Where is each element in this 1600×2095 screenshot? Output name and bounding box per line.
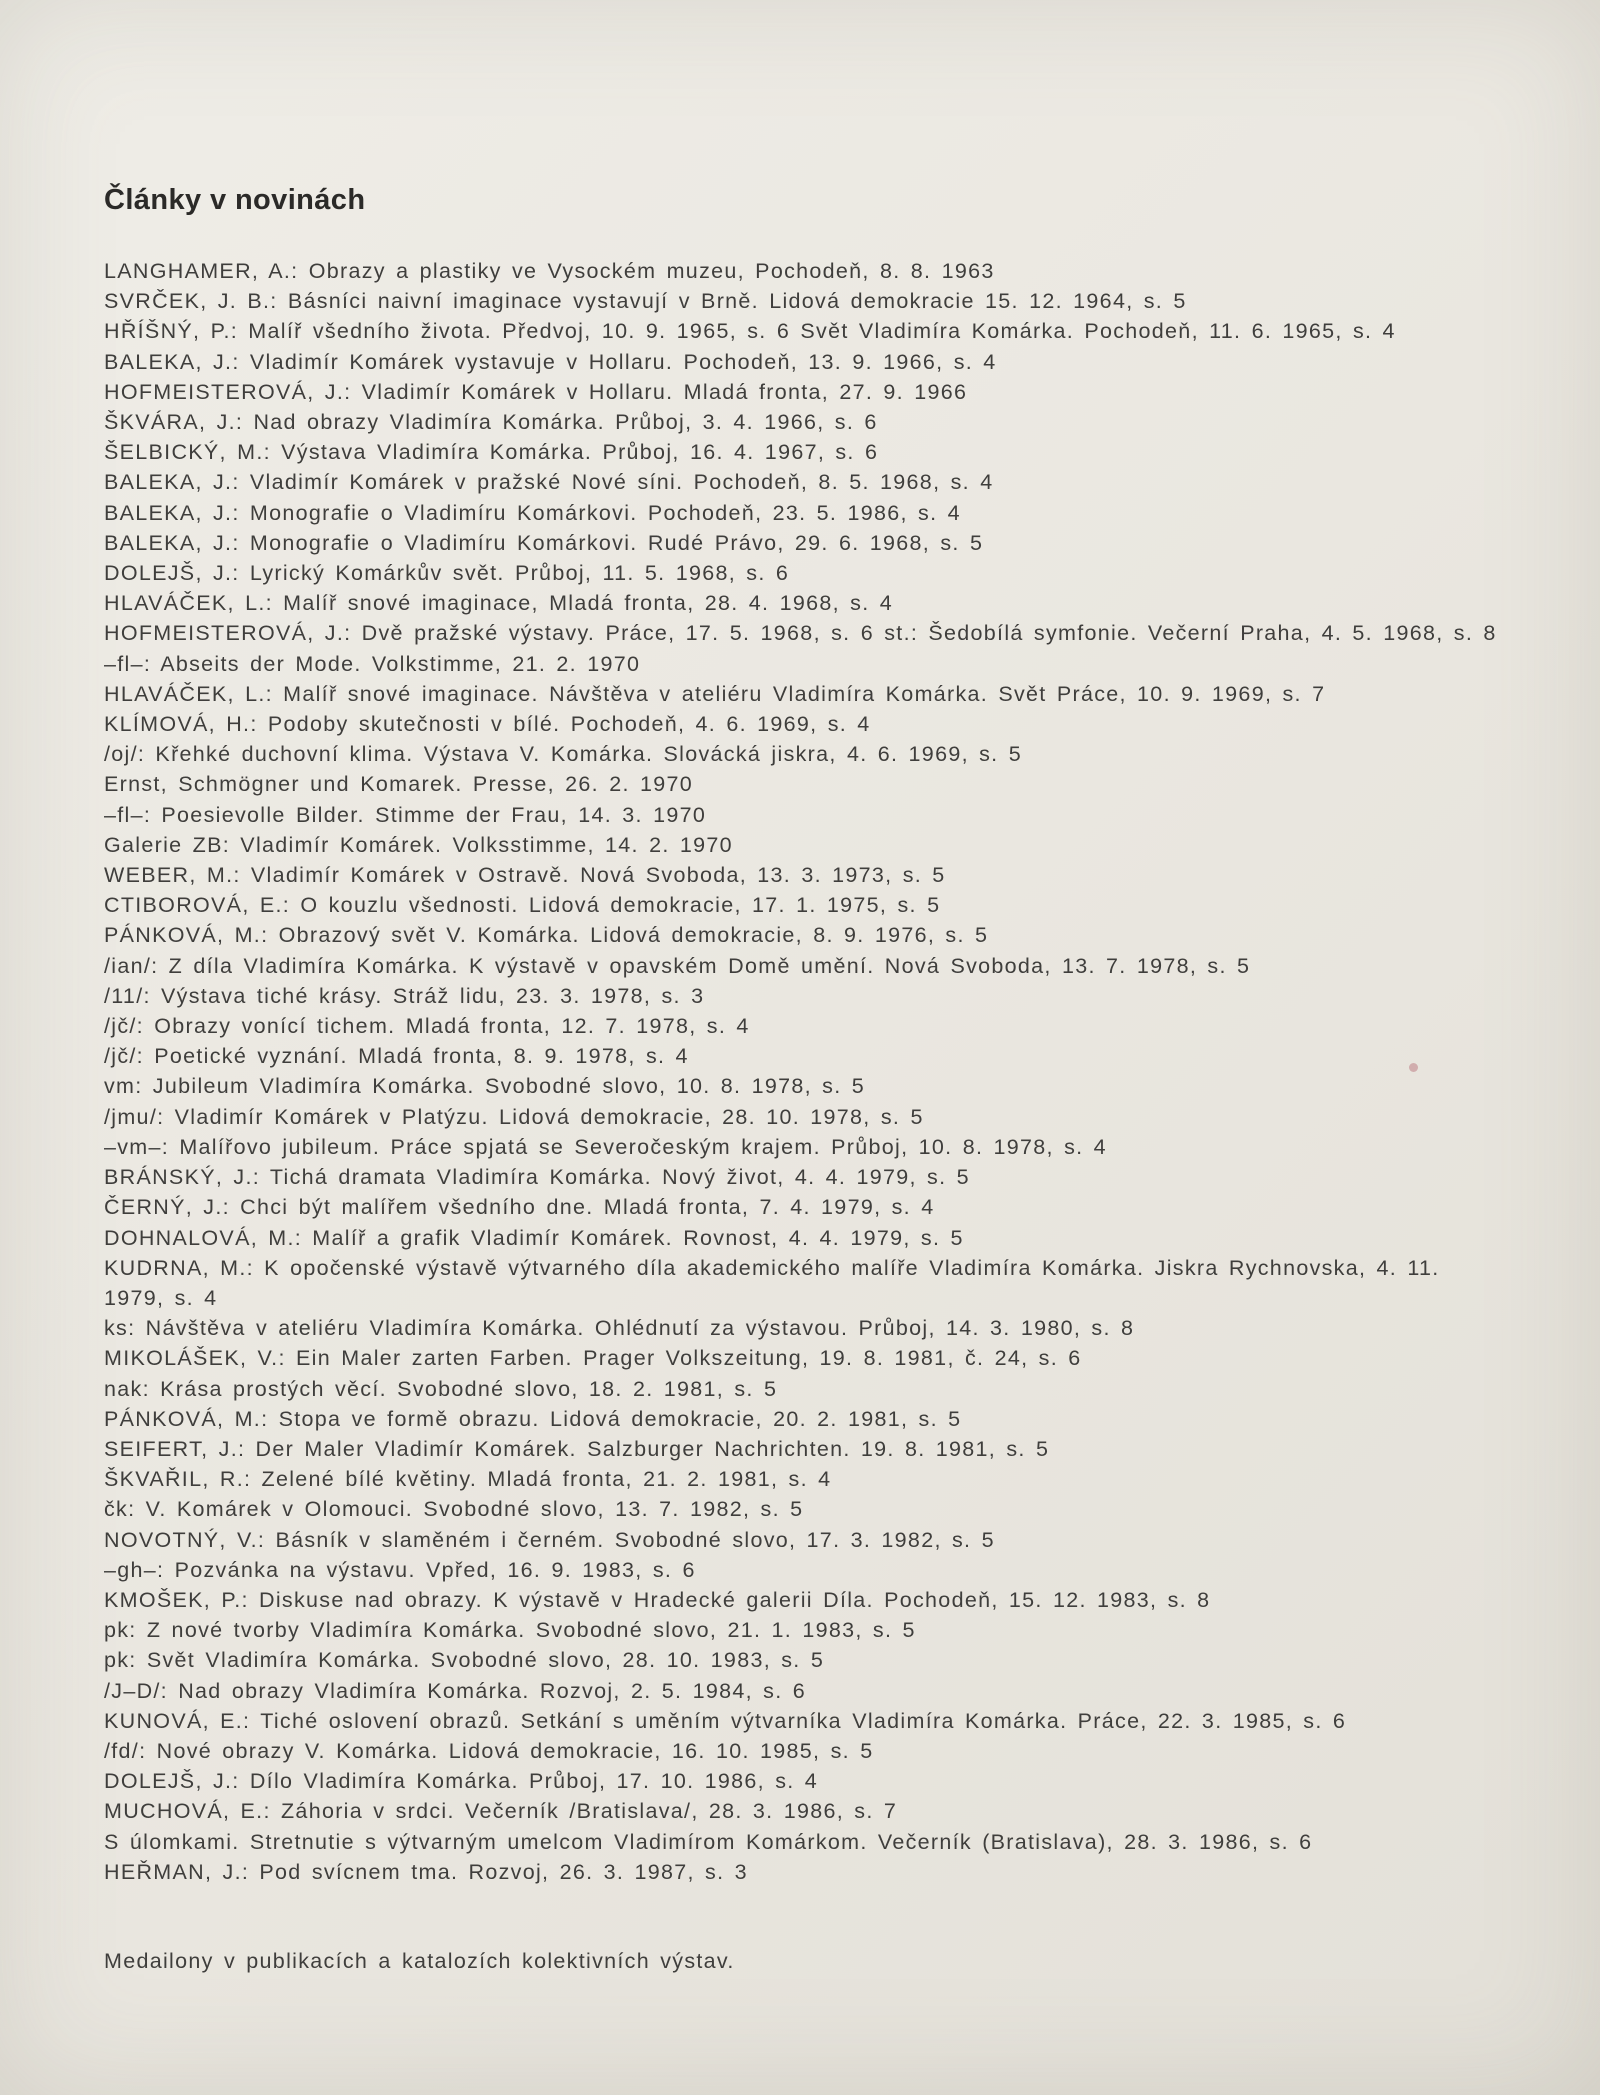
closing-note: Medailony v publikacích a katalozích kolektivních výstav. xyxy=(104,1948,735,1973)
bibliography-entry: BALEKA, J.: Vladimír Komárek v pražské Nové síni. Pochodeň, 8. 5. 1968, s. 4 xyxy=(104,470,994,495)
bibliography-entry: KMOŠEK, P.: Diskuse nad obrazy. K výstavě v Hradecké galerii Díla. Pochodeň, 15. 12. 1983, s. 8 xyxy=(104,1587,1211,1612)
bibliography-entry: /jč/: Poetické vyznání. Mladá fronta, 8. 9. 1978, s. 4 xyxy=(104,1044,689,1069)
bibliography-entry: BALEKA, J.: Monografie o Vladimíru Komárkovi. Rudé Právo, 29. 6. 1968, s. 5 xyxy=(104,530,984,555)
bibliography-entry: DOHNALOVÁ, M.: Malíř a grafik Vladimír Komárek. Rovnost, 4. 4. 1979, s. 5 xyxy=(104,1225,964,1250)
bibliography-entry: DOLEJŠ, J.: Dílo Vladimíra Komárka. Průboj, 17. 10. 1986, s. 4 xyxy=(104,1769,819,1794)
bibliography-entry: /J–D/: Nad obrazy Vladimíra Komárka. Rozvoj, 2. 5. 1984, s. 6 xyxy=(104,1678,807,1703)
bibliography-entry: BRÁNSKÝ, J.: Tichá dramata Vladimíra Komárka. Nový život, 4. 4. 1979, s. 5 xyxy=(104,1165,970,1190)
bibliography-entry: HLAVÁČEK, L.: Malíř snové imaginace. Návštěva v ateliéru Vladimíra Komárka. Svět Práce, 10. 9. 1969, s. 7 xyxy=(104,681,1326,706)
bibliography-entry: HŘÍŠNÝ, P.: Malíř všedního života. Předvoj, 10. 9. 1965, s. 6 Svět Vladimíra Komárka. Pochodeň, 11. 6. 1965, s. 4 xyxy=(104,319,1396,344)
bibliography-entry: PÁNKOVÁ, M.: Obrazový svět V. Komárka. Lidová demokracie, 8. 9. 1976, s. 5 xyxy=(104,923,989,948)
bibliography-entry: ČERNÝ, J.: Chci být malířem všedního dne. Mladá fronta, 7. 4. 1979, s. 4 xyxy=(104,1195,935,1220)
bibliography-entry: pk: Z nové tvorby Vladimíra Komárka. Svobodné slovo, 21. 1. 1983, s. 5 xyxy=(104,1618,916,1643)
bibliography-entry: SEIFERT, J.: Der Maler Vladimír Komárek. Salzburger Nachrichten. 19. 8. 1981, s. 5 xyxy=(104,1436,1050,1461)
bibliography-entry: S úlomkami. Stretnutie s výtvarným umelcom Vladimírom Komárkom. Večerník (Bratislava), 28. 3. 1986, s. 6 xyxy=(104,1829,1313,1854)
bibliography-entry: KUDRNA, M.: K opočenské výstavě výtvarného díla akademického malíře Vladimíra Komárka. Jiskra Rychnovska, 4. 11. 1979, s. 4 xyxy=(104,1255,1440,1310)
bibliography-entry: HLAVÁČEK, L.: Malíř snové imaginace, Mladá fronta, 28. 4. 1968, s. 4 xyxy=(104,591,894,616)
bibliography-entry: /oj/: Křehké duchovní klima. Výstava V. Komárka. Slovácká jiskra, 4. 6. 1969, s. 5 xyxy=(104,742,1022,767)
bibliography-entry: /jč/: Obrazy vonící tichem. Mladá fronta, 12. 7. 1978, s. 4 xyxy=(104,1014,750,1039)
bibliography-entry: –vm–: Malířovo jubileum. Práce spjatá se Severočeským krajem. Průboj, 10. 8. 1978, s. 4 xyxy=(104,1134,1107,1159)
bibliography-entry: KLÍMOVÁ, H.: Podoby skutečnosti v bílé. Pochodeň, 4. 6. 1969, s. 4 xyxy=(104,712,871,737)
bibliography-entry: MIKOLÁŠEK, V.: Ein Maler zarten Farben. Prager Volkszeitung, 19. 8. 1981, č. 24, s. 6 xyxy=(104,1346,1082,1371)
bibliography-list xyxy=(104,256,1504,1887)
bibliography-entry: Ernst, Schmögner und Komarek. Presse, 26. 2. 1970 xyxy=(104,772,694,797)
bibliography-entry: HEŘMAN, J.: Pod svícnem tma. Rozvoj, 26. 3. 1987, s. 3 xyxy=(104,1859,748,1884)
bibliography-entry: MUCHOVÁ, E.: Záhoria v srdci. Večerník /Bratislava/, 28. 3. 1986, s. 7 xyxy=(104,1799,898,1824)
bibliography-entry: nak: Krása prostých věcí. Svobodné slovo, 18. 2. 1981, s. 5 xyxy=(104,1376,778,1401)
bibliography-entry: /fd/: Nové obrazy V. Komárka. Lidová demokracie, 16. 10. 1985, s. 5 xyxy=(104,1738,874,1763)
bibliography-entry: DOLEJŠ, J.: Lyrický Komárkův svět. Průboj, 11. 5. 1968, s. 6 xyxy=(104,561,790,586)
bibliography-entry: BALEKA, J.: Monografie o Vladimíru Komárkovi. Pochodeň, 23. 5. 1986, s. 4 xyxy=(104,500,961,525)
page-title: Články v novinách xyxy=(104,184,366,216)
bibliography-entry: –gh–: Pozvánka na výstavu. Vpřed, 16. 9. 1983, s. 6 xyxy=(104,1557,696,1582)
bibliography-entry: LANGHAMER, A.: Obrazy a plastiky ve Vysockém muzeu, Pochodeň, 8. 8. 1963 xyxy=(104,259,995,283)
bibliography-entry: vm: Jubileum Vladimíra Komárka. Svobodné slovo, 10. 8. 1978, s. 5 xyxy=(104,1074,866,1099)
bibliography-entry: /11/: Výstava tiché krásy. Stráž lidu, 23. 3. 1978, s. 3 xyxy=(104,983,705,1008)
bibliography-entry: CTIBOROVÁ, E.: O kouzlu všednosti. Lidová demokracie, 17. 1. 1975, s. 5 xyxy=(104,893,941,918)
bibliography-entry: WEBER, M.: Vladimír Komárek v Ostravě. Nová Svoboda, 13. 3. 1973, s. 5 xyxy=(104,863,946,888)
scan-speck xyxy=(1409,1063,1418,1072)
bibliography-section xyxy=(104,256,1504,1976)
bibliography-entry: ŠKVAŘIL, R.: Zelené bílé květiny. Mladá fronta, 21. 2. 1981, s. 4 xyxy=(104,1467,832,1492)
bibliography-entry: –fl–: Abseits der Mode. Volkstimme, 21. 2. 1970 xyxy=(104,651,641,676)
bibliography-entry: Galerie ZB: Vladimír Komárek. Volksstimme, 14. 2. 1970 xyxy=(104,832,733,857)
bibliography-entry: čk: V. Komárek v Olomouci. Svobodné slovo, 13. 7. 1982, s. 5 xyxy=(104,1497,804,1522)
bibliography-entry: /ian/: Z díla Vladimíra Komárka. K výstavě v opavském Domě umění. Nová Svoboda, 13. 7. 1978, s. 5 xyxy=(104,953,1251,978)
bibliography-entry: PÁNKOVÁ, M.: Stopa ve formě obrazu. Lidová demokracie, 20. 2. 1981, s. 5 xyxy=(104,1406,962,1431)
bibliography-entry: NOVOTNÝ, V.: Básník v slaměném i černém. Svobodné slovo, 17. 3. 1982, s. 5 xyxy=(104,1527,995,1552)
bibliography-entry: SVRČEK, J. B.: Básníci naivní imaginace vystavují v Brně. Lidová demokracie 15. 12. 1964, s. 5 xyxy=(104,289,1187,314)
bibliography-entry: ŠELBICKÝ, M.: Výstava Vladimíra Komárka. Průboj, 16. 4. 1967, s. 6 xyxy=(104,440,879,465)
bibliography-entry: pk: Svět Vladimíra Komárka. Svobodné slovo, 28. 10. 1983, s. 5 xyxy=(104,1648,825,1673)
bibliography-entry: –fl–: Poesievolle Bilder. Stimme der Frau, 14. 3. 1970 xyxy=(104,802,707,827)
bibliography-entry: HOFMEISTEROVÁ, J.: Vladimír Komárek v Hollaru. Mladá fronta, 27. 9. 1966 xyxy=(104,379,968,404)
bibliography-entry: KUNOVÁ, E.: Tiché oslovení obrazů. Setkání s uměním výtvarníka Vladimíra Komárka. Práce, 22. 3. 1985, s. 6 xyxy=(104,1708,1347,1733)
bibliography-entry: ks: Návštěva v ateliéru Vladimíra Komárka. Ohlédnutí za výstavou. Průboj, 14. 3. 1980, s. 8 xyxy=(104,1316,1135,1341)
bibliography-entry: HOFMEISTEROVÁ, J.: Dvě pražské výstavy. Práce, 17. 5. 1968, s. 6 st.: Šedobílá symfonie. Večerní Praha, 4. 5. 1968, s. 8 xyxy=(104,621,1497,646)
bibliography-entry: BALEKA, J.: Vladimír Komárek vystavuje v Hollaru. Pochodeň, 13. 9. 1966, s. 4 xyxy=(104,349,997,374)
bibliography-entry: /jmu/: Vladimír Komárek v Platýzu. Lidová demokracie, 28. 10. 1978, s. 5 xyxy=(104,1104,924,1129)
bibliography-entry: ŠKVÁRA, J.: Nad obrazy Vladimíra Komárka. Průboj, 3. 4. 1966, s. 6 xyxy=(104,410,878,435)
